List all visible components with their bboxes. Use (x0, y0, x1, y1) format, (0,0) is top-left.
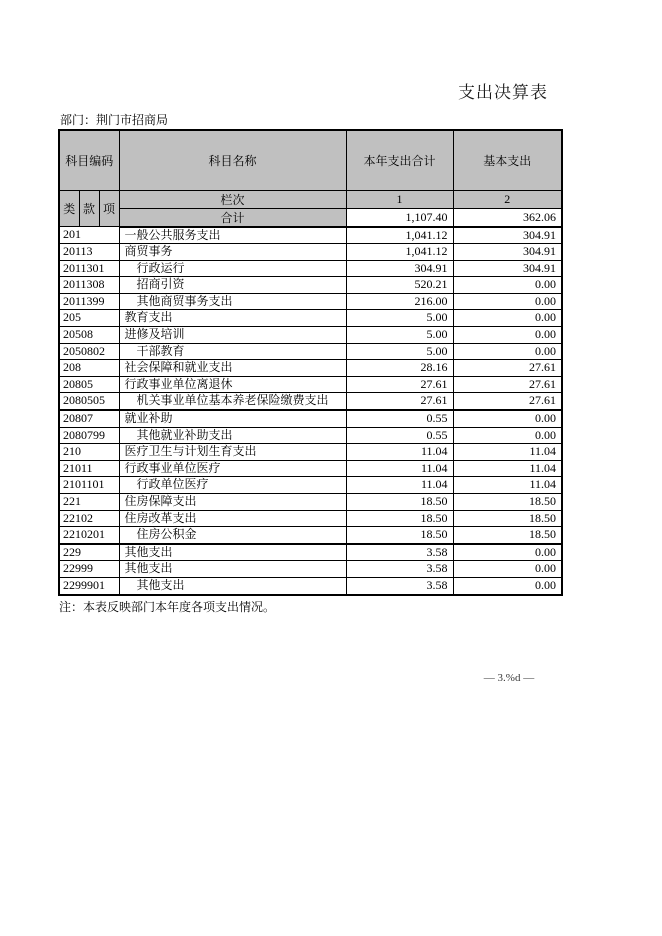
subject-name-cell: 住房保障支出 (119, 494, 346, 511)
table-header (59, 130, 562, 227)
total-label: 合计 (119, 208, 346, 227)
subject-name-cell: 一般公共服务支出 (119, 227, 346, 244)
year-total-cell: 3.58 (346, 577, 453, 594)
table-row (59, 244, 562, 261)
year-total-cell: 0.55 (346, 410, 453, 427)
header-class: 类 (59, 190, 79, 227)
header-row-main (59, 130, 562, 190)
year-total-cell: 5.00 (346, 327, 453, 344)
table-row (59, 343, 562, 360)
basic-expenditure-cell: 304.91 (453, 227, 562, 244)
basic-expenditure-cell: 0.00 (453, 410, 562, 427)
basic-expenditure-cell: 0.00 (453, 293, 562, 310)
table-row (59, 527, 562, 544)
table-row (59, 477, 562, 494)
basic-expenditure-cell: 0.00 (453, 561, 562, 578)
subject-code-cell: 22999 (59, 561, 119, 578)
basic-expenditure-cell: 304.91 (453, 244, 562, 261)
subject-code-cell: 201 (59, 227, 119, 244)
subject-code-cell: 210 (59, 444, 119, 461)
subject-name-cell: 教育支出 (119, 310, 346, 327)
year-total-cell: 5.00 (346, 343, 453, 360)
basic-expenditure-cell: 18.50 (453, 527, 562, 544)
header-subject-name: 科目名称 (119, 130, 346, 190)
subject-code-cell: 20805 (59, 376, 119, 393)
table-row (59, 393, 562, 410)
year-total-cell: 1,041.12 (346, 244, 453, 261)
subject-code-cell: 2011399 (59, 293, 119, 310)
basic-expenditure-cell: 18.50 (453, 510, 562, 527)
table-row (59, 427, 562, 444)
subject-code-cell: 208 (59, 360, 119, 377)
table-row (59, 360, 562, 377)
subject-name-cell: 住房改革支出 (119, 510, 346, 527)
year-total-cell: 28.16 (346, 360, 453, 377)
year-total-cell: 11.04 (346, 444, 453, 461)
basic-expenditure-cell: 0.00 (453, 427, 562, 444)
table-row (59, 410, 562, 427)
subject-name-cell: 其他支出 (119, 577, 346, 594)
subject-code-cell: 21011 (59, 460, 119, 477)
subject-code-cell: 20508 (59, 327, 119, 344)
header-subject-code: 科目编码 (59, 130, 119, 190)
subject-name-cell: 社会保障和就业支出 (119, 360, 346, 377)
year-total-cell: 11.04 (346, 477, 453, 494)
basic-expenditure-cell: 27.61 (453, 360, 562, 377)
subject-name-cell: 其他商贸事务支出 (119, 293, 346, 310)
header-column-label: 栏次 (119, 190, 346, 208)
subject-name-cell: 医疗卫生与计划生育支出 (119, 444, 346, 461)
year-total-cell: 520.21 (346, 277, 453, 294)
subject-code-cell: 20807 (59, 410, 119, 427)
subject-name-cell: 商贸事务 (119, 244, 346, 261)
year-total-cell: 27.61 (346, 376, 453, 393)
subject-name-cell: 行政事业单位医疗 (119, 460, 346, 477)
year-total-cell: 3.58 (346, 544, 453, 561)
subject-name-cell: 其他就业补助支出 (119, 427, 346, 444)
subject-code-cell: 2050802 (59, 343, 119, 360)
subject-name-cell: 干部教育 (119, 343, 346, 360)
table-row (59, 227, 562, 244)
basic-expenditure-cell: 0.00 (453, 577, 562, 594)
table-row (59, 376, 562, 393)
table-row (59, 544, 562, 561)
basic-expenditure-cell: 0.00 (453, 343, 562, 360)
total-basic-value: 362.06 (453, 208, 562, 227)
basic-expenditure-cell: 304.91 (453, 260, 562, 277)
table-row (59, 510, 562, 527)
basic-expenditure-cell: 27.61 (453, 376, 562, 393)
subject-name-cell: 其他支出 (119, 561, 346, 578)
subject-name-cell: 行政运行 (119, 260, 346, 277)
table-row (59, 561, 562, 578)
table-row (59, 260, 562, 277)
table-note: 注：本表反映部门本年度各项支出情况。 (59, 600, 276, 614)
table-row (59, 494, 562, 511)
basic-expenditure-cell: 11.04 (453, 460, 562, 477)
basic-expenditure-cell: 0.00 (453, 544, 562, 561)
year-total-cell: 18.50 (346, 527, 453, 544)
header-row-column-index (59, 190, 562, 208)
year-total-cell: 3.58 (346, 561, 453, 578)
table-row (59, 577, 562, 594)
year-total-cell: 1,041.12 (346, 227, 453, 244)
basic-expenditure-cell: 0.00 (453, 277, 562, 294)
subject-name-cell: 其他支出 (119, 544, 346, 561)
year-total-cell: 27.61 (346, 393, 453, 410)
subject-name-cell: 住房公积金 (119, 527, 346, 544)
subject-code-cell: 22102 (59, 510, 119, 527)
subject-code-cell: 2011301 (59, 260, 119, 277)
year-total-cell: 304.91 (346, 260, 453, 277)
subject-code-cell: 20113 (59, 244, 119, 261)
subject-code-cell: 2101101 (59, 477, 119, 494)
table-row (59, 327, 562, 344)
subject-name-cell: 就业补助 (119, 410, 346, 427)
column-number-2: 2 (453, 190, 562, 208)
header-year-total: 本年支出合计 (346, 130, 453, 190)
subject-code-cell: 2299901 (59, 577, 119, 594)
expenditure-table (58, 129, 563, 596)
basic-expenditure-cell: 11.04 (453, 477, 562, 494)
basic-expenditure-cell: 0.00 (453, 310, 562, 327)
table-row (59, 460, 562, 477)
subject-name-cell: 进修及培训 (119, 327, 346, 344)
year-total-cell: 216.00 (346, 293, 453, 310)
subject-code-cell: 2011308 (59, 277, 119, 294)
subject-code-cell: 221 (59, 494, 119, 511)
header-item: 项 (99, 190, 119, 227)
total-row (59, 208, 562, 227)
subject-name-cell: 行政事业单位离退休 (119, 376, 346, 393)
page-number: — 3.%d — (483, 672, 535, 684)
basic-expenditure-cell: 18.50 (453, 494, 562, 511)
subject-name-cell: 机关事业单位基本养老保险缴费支出 (119, 393, 346, 410)
page-title: 支出决算表 (458, 83, 548, 102)
subject-code-cell: 205 (59, 310, 119, 327)
basic-expenditure-cell: 0.00 (453, 327, 562, 344)
basic-expenditure-cell: 27.61 (453, 393, 562, 410)
subject-code-cell: 229 (59, 544, 119, 561)
year-total-cell: 5.00 (346, 310, 453, 327)
table-row (59, 444, 562, 461)
subject-code-cell: 2080505 (59, 393, 119, 410)
total-year-total-value: 1,107.40 (346, 208, 453, 227)
table-row (59, 277, 562, 294)
year-total-cell: 18.50 (346, 494, 453, 511)
year-total-cell: 18.50 (346, 510, 453, 527)
column-number-1: 1 (346, 190, 453, 208)
year-total-cell: 11.04 (346, 460, 453, 477)
year-total-cell: 0.55 (346, 427, 453, 444)
subject-code-cell: 2210201 (59, 527, 119, 544)
subject-name-cell: 招商引资 (119, 277, 346, 294)
table-row (59, 310, 562, 327)
basic-expenditure-cell: 11.04 (453, 444, 562, 461)
subject-code-cell: 2080799 (59, 427, 119, 444)
header-section: 款 (79, 190, 99, 227)
department-label: 部门：荆门市招商局 (60, 113, 169, 127)
subject-name-cell: 行政单位医疗 (119, 477, 346, 494)
table-body (59, 227, 562, 595)
header-basic-expenditure: 基本支出 (453, 130, 562, 190)
table-row (59, 293, 562, 310)
